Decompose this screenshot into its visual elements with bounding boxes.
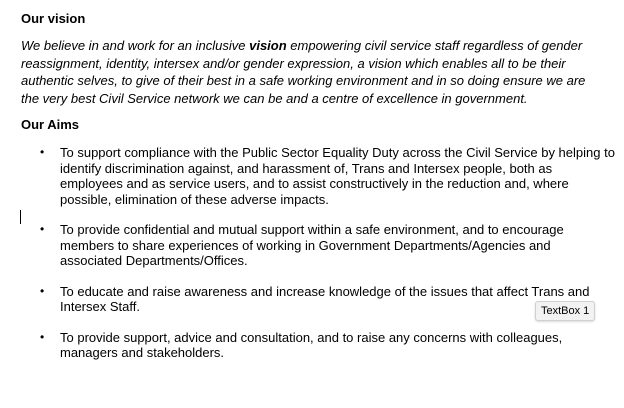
vision-heading: Our vision	[21, 11, 86, 26]
vision-text-after: empowering civil service staff regardless of gender reassignment, identity, intersex and/or gender expression, a vision which enables all to be their authentic selves, to give of their best in a safe working environment and in so doing ensure we are the very best Civil Service network we can be and a centre of excellence in government.	[21, 38, 586, 106]
aims-list-item	[21, 145, 615, 207]
document-body[interactable]	[21, 8, 621, 376]
aims-list-item	[21, 330, 615, 361]
vision-paragraph	[21, 37, 601, 107]
aims-list-item	[21, 284, 615, 315]
bullet-icon: •	[40, 222, 45, 236]
textbox-tooltip: TextBox 1	[535, 301, 595, 321]
aims-item-text: To educate and raise awareness and increase knowledge of the issues that affect Trans and Intersex Staff.	[60, 283, 590, 314]
bullet-icon: •	[40, 329, 45, 344]
vision-text-bold: vision	[249, 38, 287, 53]
aims-list-item	[21, 222, 615, 269]
aims-heading: Our Aims	[21, 117, 80, 132]
aims-item-text: To provide confidential and mutual support within a safe environment, and to encourage members to share experiences of working in Government Departments/Agencies and associated Departments/Offices.	[60, 222, 564, 268]
bullet-icon: •	[40, 145, 45, 159]
aims-list	[21, 145, 621, 361]
bullet-icon: •	[40, 283, 45, 298]
vision-text-before: We believe in and work for an inclusive	[21, 38, 250, 53]
aims-item-text: To support compliance with the Public Sector Equality Duty across the Civil Service by helping to identify discrimination against, and harassment of, Trans and Intersex people, both as employees and as service users, and to assist constructively in the reduction and, where possible, elimination of these adverse impacts.	[60, 145, 615, 207]
text-cursor	[20, 210, 21, 224]
aims-item-text: To provide support, advice and consultation, and to raise any concerns with colleagues, managers and stakeholders.	[60, 329, 563, 360]
